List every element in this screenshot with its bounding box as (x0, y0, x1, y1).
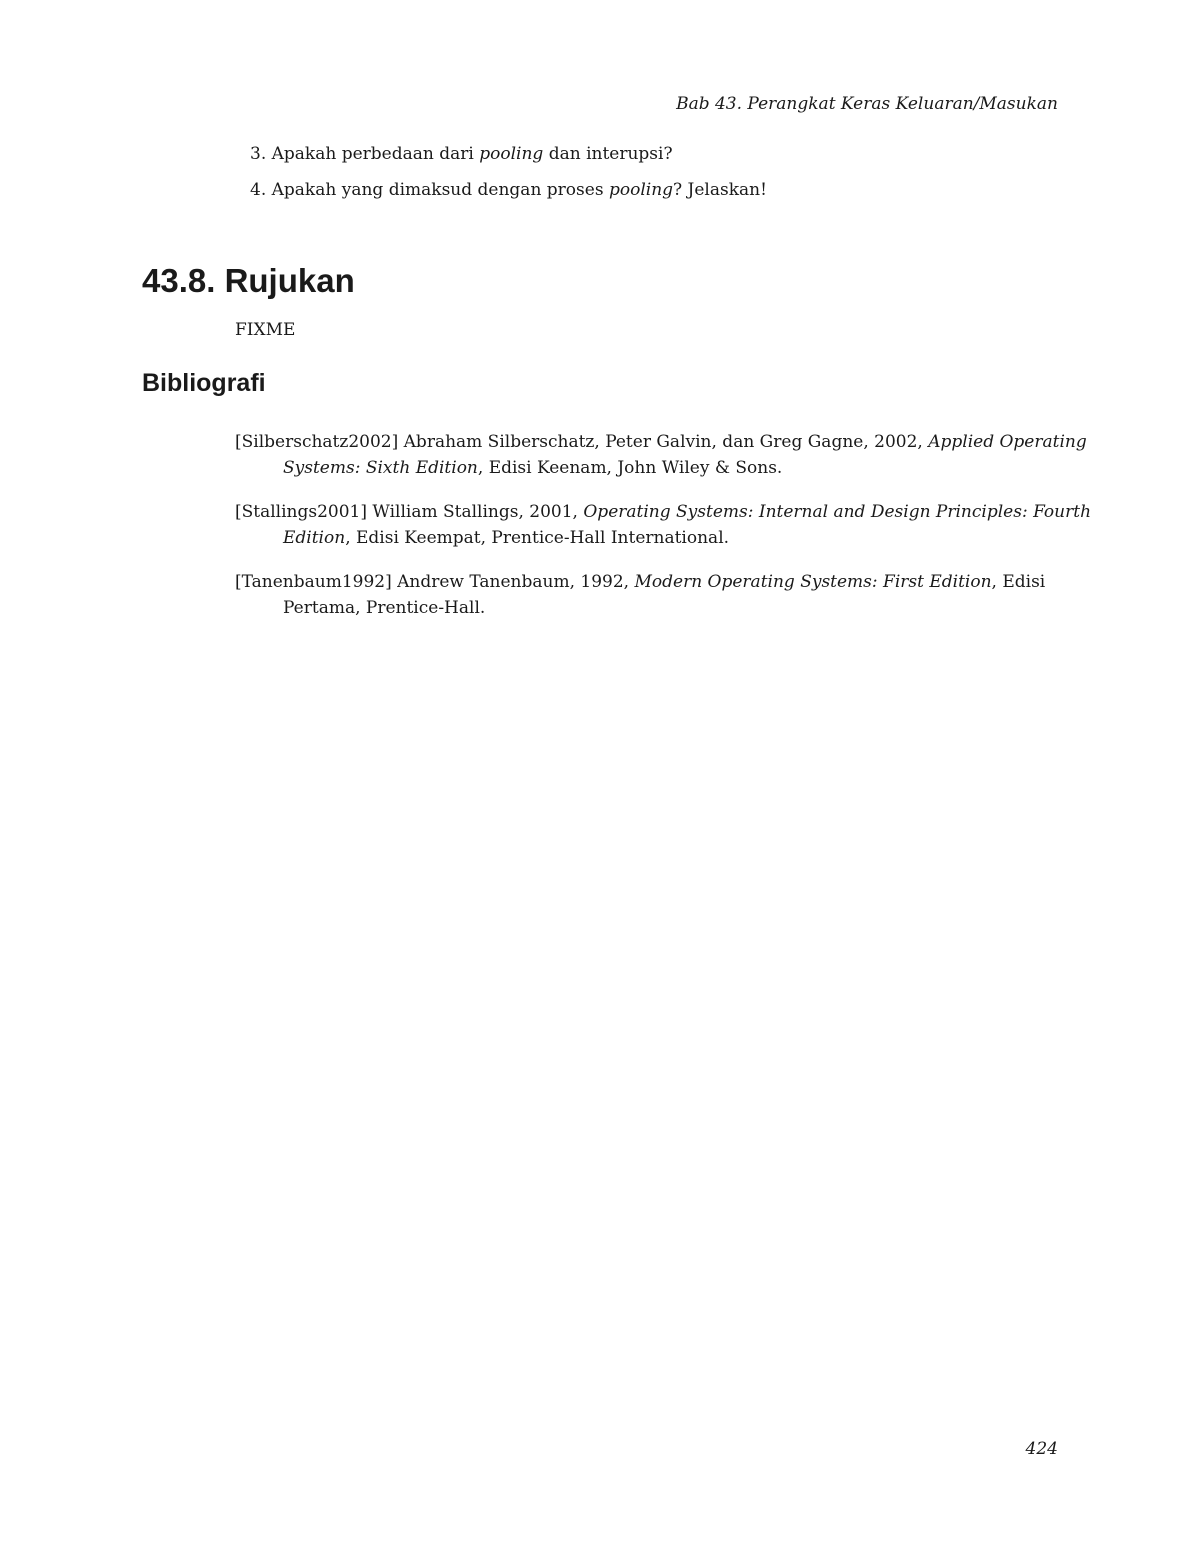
bib-authors: William Stallings, 2001, (372, 502, 578, 522)
bibliography-entry (235, 569, 1113, 621)
bib-publisher: , Edisi Keempat, Prentice-Hall International. (345, 528, 730, 548)
bib-key: [Silberschatz2002] (235, 432, 399, 452)
question-emphasis: pooling (608, 180, 674, 200)
question-text-after: dan interupsi? (548, 144, 673, 164)
section-body: FIXME (235, 320, 296, 340)
question-emphasis: pooling (479, 144, 544, 164)
bib-publisher: , Edisi Keenam, John Wiley & Sons. (477, 458, 783, 478)
bib-publisher: , Edisi Pertama, Prentice-Hall. (283, 572, 1046, 618)
bib-work-title: Modern Operating Systems: First Edition (634, 572, 992, 592)
page-number: 424 (1025, 1439, 1058, 1459)
section-title: 43.8. Rujukan (142, 262, 355, 299)
bibliography-entry (235, 499, 1113, 551)
bib-authors: Andrew Tanenbaum, 1992, (397, 572, 630, 592)
bibliography-entry (235, 429, 1113, 481)
question-4 (250, 180, 767, 200)
bib-work-title: Applied Operating Systems: Sixth Edition (283, 432, 1087, 478)
bib-authors: Abraham Silberschatz, Peter Galvin, dan Greg Gagne, 2002, (403, 432, 923, 452)
running-header: Bab 43. Perangkat Keras Keluaran/Masukan (676, 94, 1058, 114)
question-3 (250, 144, 673, 164)
question-text-after: ? Jelaskan! (673, 180, 767, 200)
bib-key: [Tanenbaum1992] (235, 572, 392, 592)
bib-key: [Stallings2001] (235, 502, 368, 522)
question-number: 4. (250, 180, 267, 200)
bib-work-title: Operating Systems: Internal and Design Principles: Fourth Edition (283, 502, 1092, 548)
question-text: Apakah yang dimaksud dengan proses (271, 180, 604, 200)
bibliography-title: Bibliografi (142, 369, 266, 397)
question-number: 3. (250, 144, 267, 164)
question-text: Apakah perbedaan dari (271, 144, 474, 164)
